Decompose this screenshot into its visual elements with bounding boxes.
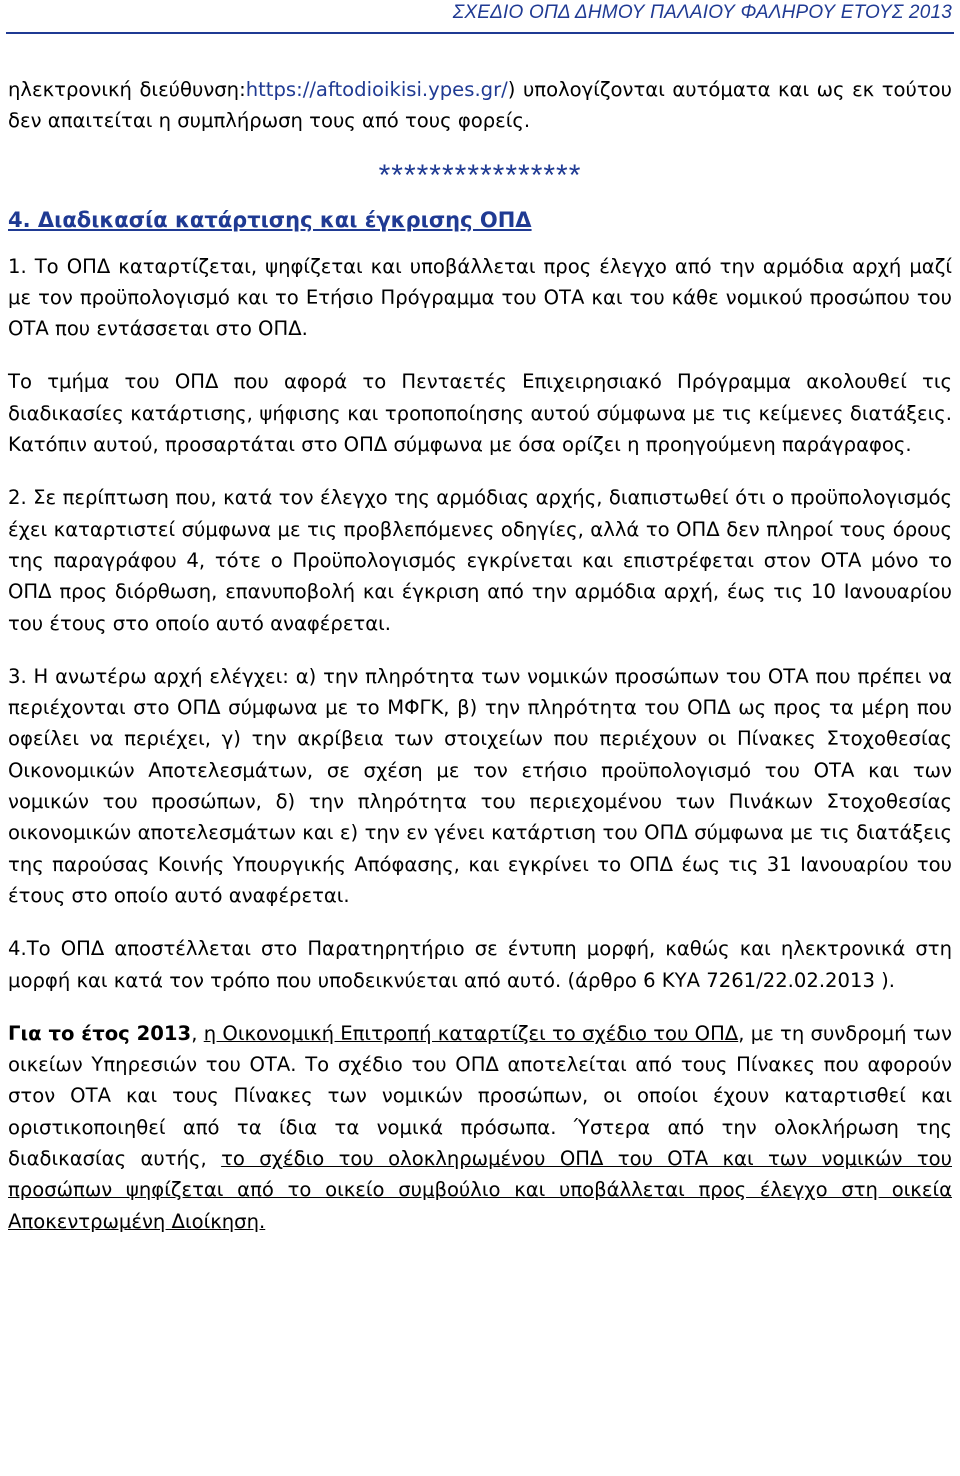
intro-suffix: ) υπολογίζονται αυτόματα και ως εκ τούτου δεν απαιτείται η συμπλήρωση τους από τους φορείς.	[8, 78, 952, 133]
final-comma: ,	[191, 1021, 204, 1045]
final-bold-lead: Για το έτος 2013	[8, 1021, 192, 1045]
document-body	[8, 74, 952, 1237]
paragraph-3: 2. Σε περίπτωση που, κατά τον έλεγχο της αρμόδιας αρχής, διαπιστωθεί ότι ο προϋπολογισμός έχει καταρτιστεί σύμφωνα με τις προβλεπόμενες οδηγίες, αλλά το ΟΠΔ δεν πληροί τους όρους της παραγράφου 4, τότε ο Προϋπολογισμός εγκρίνεται και επιστρέφεται στον ΟΤΑ μόνο το ΟΠΔ προς διόρθωση, επανυποβολή και έγκριση από την αρμόδια αρχή, έως τις 10 Ιανουαρίου του έτους στο οποίο αυτό αναφέρεται.	[8, 486, 952, 635]
intro-prefix: ηλεκτρονική διεύθυνση:	[8, 78, 246, 101]
section-heading: 4. Διαδικασία κατάρτισης και έγκρισης ΟΠΔ	[8, 207, 532, 232]
final-middle: , με τη συνδρομή των οικείων Υπηρεσιών του ΟΤΑ. Το σχέδιο του ΟΠΔ αποτελείται από τους Πίνακες που αφορούν στον ΟΤΑ και τους Πίνακες των νομικών προσώπων, οι οποίοι έχουν καταρτισθεί και οριστικοποιηθεί από τα ίδια τα νομικά πρόσωπα. Ύστερα από την ολοκλήρωση της διαδικασίας αυτής,	[8, 1021, 952, 1171]
asterisk-separator: ****************	[378, 158, 582, 192]
final-paragraph	[8, 1018, 952, 1237]
final-underline-1: η Οικονομική Επιτροπή καταρτίζει το σχέδιο του ΟΠΔ	[203, 1021, 739, 1045]
intro-paragraph	[8, 74, 952, 137]
final-underline-2: το σχέδιο του ολοκληρωμένου ΟΠΔ του ΟΤΑ και των νομικών του προσώπων ψηφίζεται από το οικείο συμβούλιο και υποβάλλεται προς έλεγχο στη οικεία Αποκεντρωμένη Διοίκηση.	[8, 1147, 952, 1233]
paragraph-2: Το τμήμα του ΟΠΔ που αφορά το Πενταετές Επιχειρησιακό Πρόγραμμα ακολουθεί τις διαδικασίες κατάρτισης, ψήφισης και τροποποίησης αυτού σύμφωνα με τις κείμενες διατάξεις. Κατόπιν αυτού, προσαρτάται στο ΟΠΔ σύμφωνα με όσα ορίζει η προηγούμενη παράγραφος.	[8, 370, 952, 457]
aftodioikisi-link[interactable]: https://aftodioikisi.ypes.gr/	[245, 78, 508, 101]
paragraph-4: 3. Η ανωτέρω αρχή ελέγχει: α) την πληρότητα των νομικών προσώπων του ΟΤΑ που πρέπει να περιέχονται στο ΟΠΔ σύμφωνα με το ΜΦΓΚ, β) την πληρότητα του ΟΠΔ ως προς τα μέρη που οφείλει να περιέχει, γ) την ακρίβεια των στοιχείων που περιέχουν οι Πίνακες Στοχοθεσίας Οικονομικών Αποτελεσμάτων, σε σχέση με τον ετήσιο προϋπολογισμό του ΟΤΑ και των νομικών του προσώπων, δ) την πληρότητα του περιεχομένου των Πινάκων Στοχοθεσίας οικονομικών αποτελεσμάτων και ε) την εν γένει κατάρτιση του ΟΠΔ σύμφωνα με τις διατάξεις της παρούσας Κοινής Υπουργικής Απόφασης, και εγκρίνει το ΟΠΔ έως τις 31 Ιανουαρίου του έτους στο οποίο αυτό αναφέρεται.	[8, 664, 952, 907]
document-header-title: ΣΧΕΔΙΟ ΟΠΔ ΔΗΜΟΥ ΠΑΛΑΙΟΥ ΦΑΛΗΡΟΥ ΕΤΟΥΣ 2013	[452, 2, 952, 23]
paragraph-5: 4.Το ΟΠΔ αποστέλλεται στο Παρατηρητήριο σε έντυπη μορφή, καθώς και ηλεκτρονικά στη μορφή και κατά τον τρόπο που υποδεικνύεται από αυτό. (άρθρο 6 ΚΥΑ 7261/22.02.2013 ).	[8, 937, 952, 992]
header-rule	[6, 32, 954, 34]
paragraph-1: 1. Το ΟΠΔ καταρτίζεται, ψηφίζεται και υποβάλλεται προς έλεγχο από την αρμόδια αρχή μαζί με τον προϋπολογισμό και το Ετήσιο Πρόγραμμα του ΟΤΑ και του κάθε νομικού προσώπου του ΟΤΑ που εντάσσεται στο ΟΠΔ.	[8, 254, 952, 341]
